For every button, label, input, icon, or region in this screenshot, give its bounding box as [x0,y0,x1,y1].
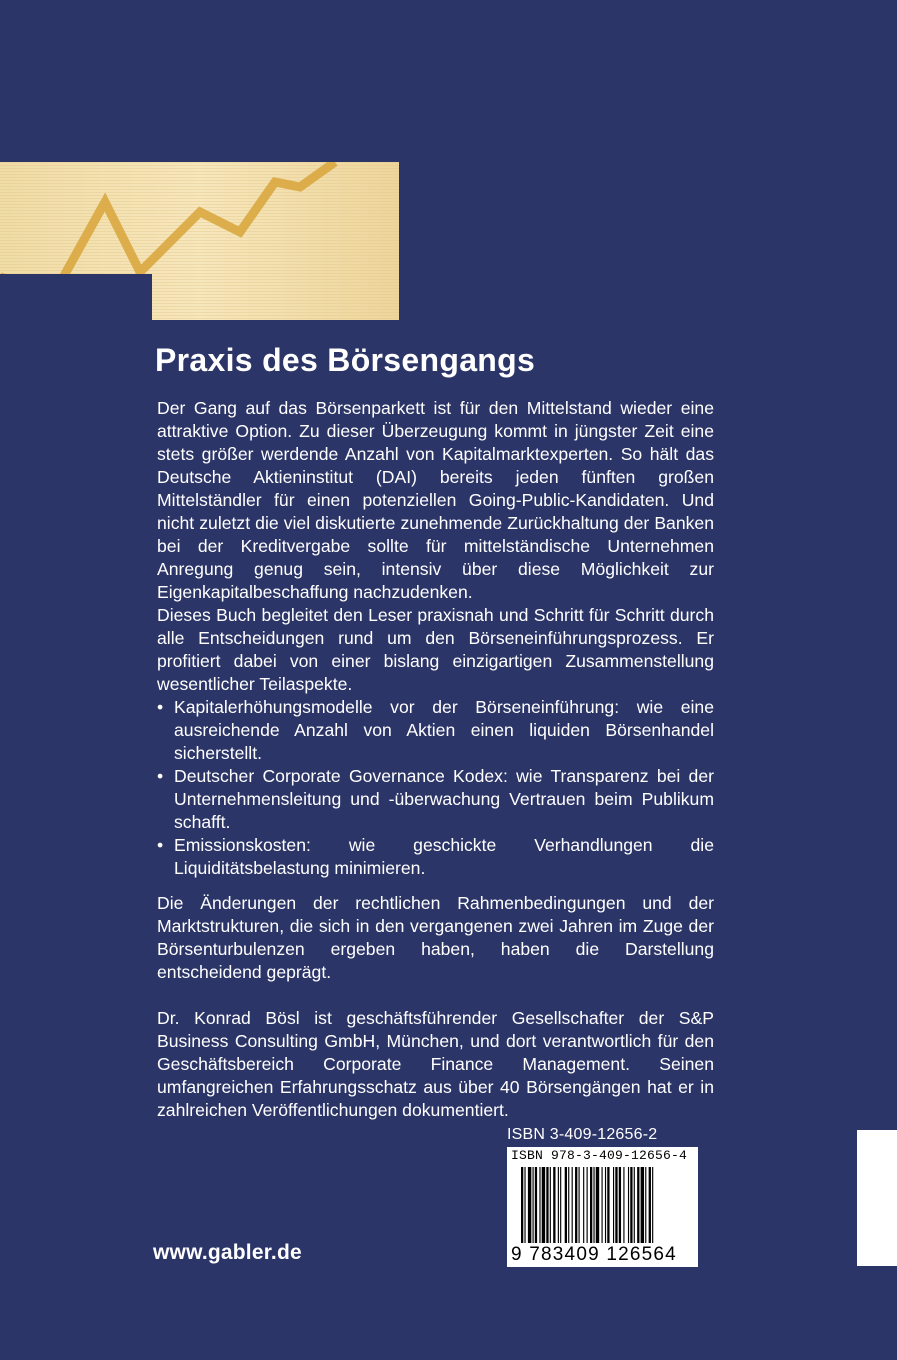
topic-list [157,696,714,880]
barcode-bar [528,1167,531,1243]
barcode-bar [630,1167,632,1243]
barcode-bar [607,1167,609,1243]
barcode-bar [535,1167,537,1243]
barcode-bar [652,1167,653,1243]
barcode-bar [634,1167,635,1243]
barcode-bar [587,1167,588,1243]
barcode-bar [637,1167,639,1243]
barcode-bar [628,1167,629,1243]
barcode-bar [539,1167,540,1243]
spine-edge-marker [857,1130,897,1266]
barcode-bar [649,1167,651,1243]
isbn-13-label: ISBN 978-3-409-12656-4 [511,1148,688,1163]
barcode-bar [619,1167,621,1243]
barcode-digits: 9 783409 126564 [511,1244,677,1265]
barcode-bar [641,1167,644,1243]
barcode-bar [596,1167,599,1243]
barcode-bar [602,1167,603,1243]
barcode-bar [550,1167,551,1243]
chart-banner-graphic [0,162,399,320]
barcode-bar [568,1167,569,1243]
list-item: • Emissionskosten: wie geschickte Verhandlungen die Liquiditätsbelastung minimieren. [157,834,714,880]
barcode-bar [645,1167,646,1243]
barcode-bar [565,1167,567,1243]
barcode-bar [521,1167,523,1243]
cover-banner-image [0,162,399,320]
barcode-bar [583,1167,584,1243]
list-item: • Kapitalerhöhungsmodelle vor der Börseneinführung: wie eine ausreichende Anzahl von Aktien einen liquiden Börsenhandel sicherstellt. [157,696,714,765]
barcode-bar [572,1167,573,1243]
barcode-bar [560,1167,561,1243]
blurb-paragraph-summary: Dieses Buch begleitet den Leser praxisnah und Schritt für Schritt durch alle Entscheidungen rund um den Börseneinführungsprozess. Er profitiert dabei von einer bislang einzigartigen Zusammenstellung wesentlicher Teilaspekte. [157,605,714,694]
book-title: Praxis des Börsengangs [155,342,536,378]
barcode-bar [623,1167,624,1243]
author-bio: Dr. Konrad Bösl ist geschäftsführender Gesellschafter der S&P Business Consulting GmbH, München, und dort verantwortlich für den Geschäftsbereich Corporate Finance Management. Seinen umfangreichen Erfahrungsschatz aus über 40 Börsengängen hat er in zahlreichen Veröffentlichungen dokumentiert. [157,1008,714,1120]
barcode-bar [579,1167,580,1243]
barcode-bar [605,1167,606,1243]
barcode-bar [524,1167,525,1243]
barcode-bar [553,1167,555,1243]
publisher-url: www.gabler.de [153,1241,302,1264]
barcode-bar [593,1167,594,1243]
blurb-paragraph-changes: Die Änderungen der rechtlichen Rahmenbedingungen und der Marktstrukturen, die sich in den vergangenen zwei Jahren im Zuge der Börsenturbulenzen ergeben haben, haben die Darstellung entscheidend geprägt. [157,893,714,982]
barcode-bar [533,1167,534,1243]
barcode-bar [542,1167,545,1243]
barcode-bar [558,1167,559,1243]
barcode-bar [615,1167,617,1243]
blurb [157,397,714,1122]
list-item: • Deutscher Corporate Governance Kodex: wie Transparenz bei der Unternehmensleitung und -überwachung Vertrauen beim Publikum schafft. [157,765,714,834]
isbn-10-label: ISBN 3-409-12656-2 [507,1126,658,1143]
barcode-bar [575,1167,577,1243]
blurb-paragraph-intro: Der Gang auf das Börsenparkett ist für den Mittelstand wieder eine attraktive Option. Zu dieser Überzeugung kommt in jüngster Zeit eine stets größer werdende Anzahl von Kapitalmarktexperten. So hält das Deutsche Aktieninstitut (DAI) bereits jeden fünften großen Mittelständler für einen potenziellen Going-Public-Kandidaten. Und nicht zuletzt die viel diskutierte zunehmende Zurückhaltung der Banken bei der Kreditvergabe sollte für mittelständische Unternehmen Anregung genug sein, intensiv über diese Möglichkeit zur Eigenkapitalbeschaffung nachzudenken. [157,398,714,602]
barcode-bar [590,1167,592,1243]
barcode [507,1147,698,1267]
barcode-bar [613,1167,614,1243]
barcode-bar [546,1167,548,1243]
